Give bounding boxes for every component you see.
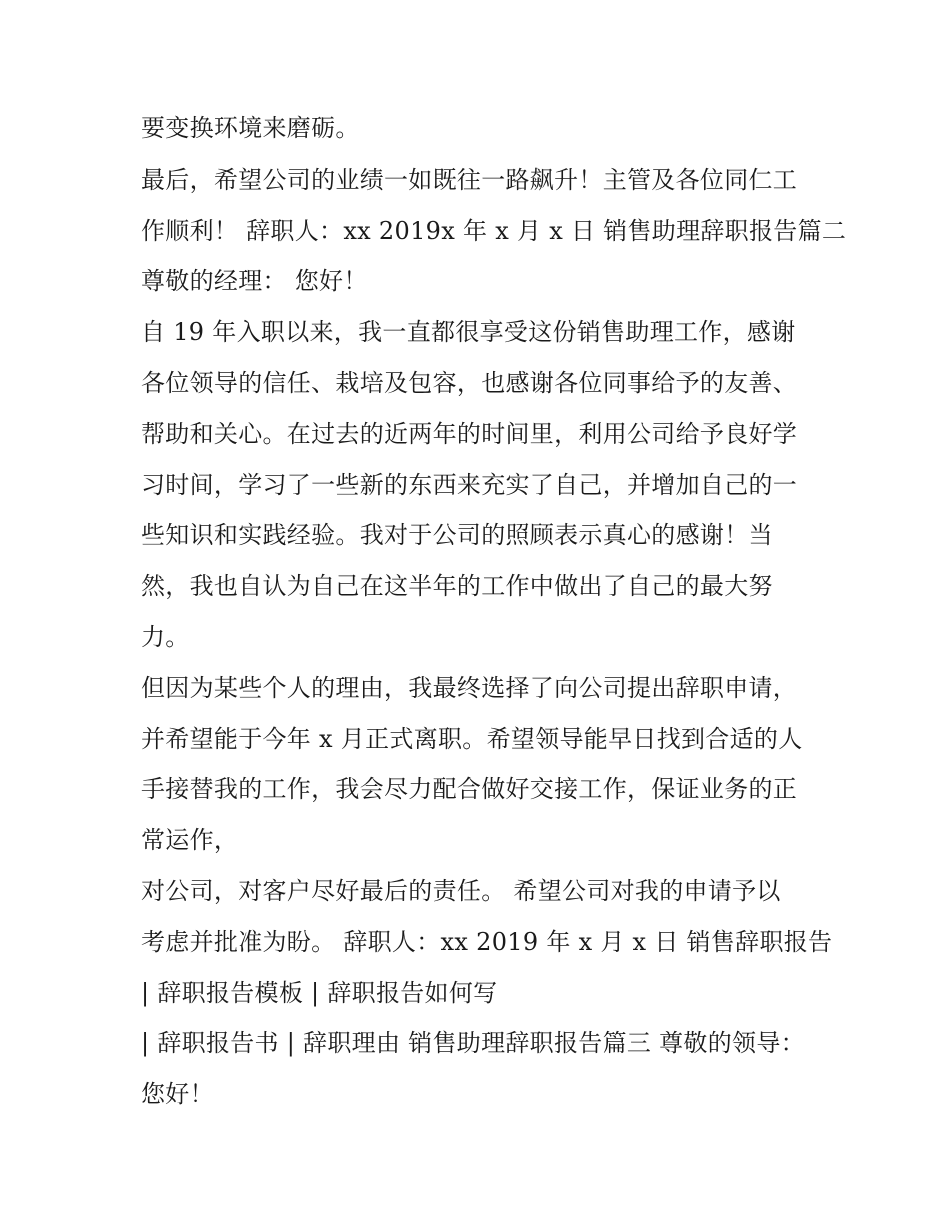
text-line: | 辞职报告模板 | 辞职报告如何写: [141, 979, 498, 1007]
text-line: 作顺利！ 辞职人：xx 2019x 年 x 月 x 日 销售助理辞职报告篇二: [141, 217, 847, 245]
text-line: 您好！: [141, 1080, 214, 1108]
text-line: 但因为某些个人的理由，我最终选择了向公司提出辞职申请，: [141, 674, 798, 702]
text-line: 考虑并批准为盼。 辞职人：xx 2019 年 x 月 x 日 销售辞职报告: [141, 928, 833, 956]
text-line: 自 19 年入职以来，我一直都很享受这份销售助理工作，感谢: [141, 318, 796, 346]
text-line: 最后，希望公司的业绩一如既往一路飙升！主管及各位同仁工: [141, 166, 798, 194]
text-line: 要变换环境来磨砺。: [141, 114, 360, 142]
text-line: 各位领导的信任、栽培及包容，也感谢各位同事给予的友善、: [141, 369, 798, 397]
text-line: 然，我也自认为自己在这半年的工作中做出了自己的最大努: [141, 572, 773, 600]
text-line: | 辞职报告书 | 辞职理由 销售助理辞职报告篇三 尊敬的领导：: [141, 1029, 805, 1057]
text-line: 常运作，: [141, 826, 239, 854]
text-line: 力。: [141, 623, 190, 651]
text-line: 并希望能于今年 x 月正式离职。希望领导能早日找到合适的人: [141, 725, 803, 753]
text-line: 尊敬的经理： 您好！: [141, 267, 368, 295]
text-line: 帮助和关心。在过去的近两年的时间里，利用公司给予良好学: [141, 420, 798, 448]
text-line: 手接替我的工作，我会尽力配合做好交接工作，保证业务的正: [141, 775, 798, 803]
text-line: 些知识和实践经验。我对于公司的照顾表示真心的感谢！当: [141, 521, 773, 549]
text-line: 对公司，对客户尽好最后的责任。 希望公司对我的申请予以: [141, 877, 781, 905]
text-line: 习时间，学习了一些新的东西来充实了自己，并增加自己的一: [141, 471, 798, 499]
